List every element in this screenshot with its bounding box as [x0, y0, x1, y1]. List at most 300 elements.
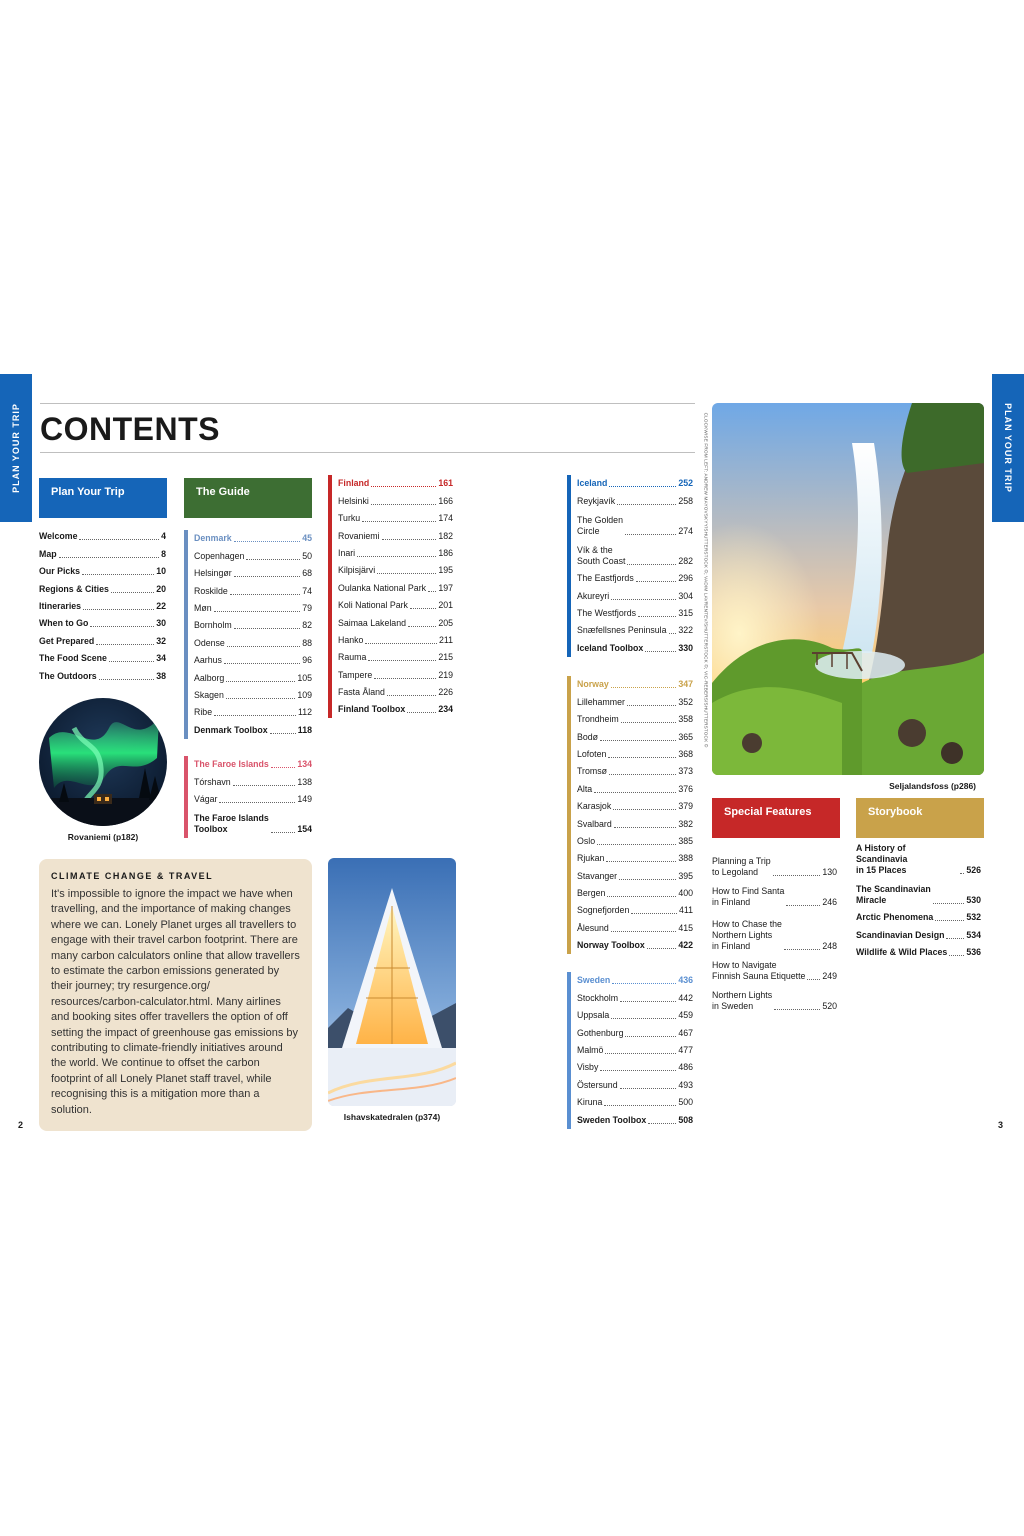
- toc-entry: [712, 851, 837, 881]
- toc-entry-page: 138: [297, 776, 312, 787]
- toc-leader-dots: [99, 679, 155, 680]
- toc-entry: [577, 919, 693, 936]
- toc-entry-label: Denmark Toolbox: [194, 724, 268, 735]
- toc-entry-page: 79: [302, 602, 312, 613]
- toc-entry-label: Tórshavn: [194, 776, 231, 787]
- toc-leader-dots: [620, 1088, 677, 1089]
- toc-entry: [39, 667, 166, 684]
- toc-entry-page: 8: [161, 548, 166, 559]
- toc-entry-label: Ålesund: [577, 922, 609, 933]
- photo-credit: [700, 412, 712, 748]
- toc-entry-label: Odense: [194, 637, 225, 648]
- toc-entry-page: 373: [678, 766, 693, 777]
- toc-leader-dots: [214, 611, 301, 612]
- toc-leader-dots: [617, 504, 676, 505]
- toc-entry: [194, 721, 312, 738]
- toc-entry-page: 304: [678, 590, 693, 601]
- toc-entry-page: 211: [438, 634, 453, 645]
- toc-entry-page: 536: [966, 947, 981, 958]
- toc-entry-label: Bodø: [577, 731, 599, 742]
- toc-entry-label: Lofoten: [577, 748, 607, 759]
- toc-leader-dots: [407, 712, 436, 713]
- toc-entry: [194, 600, 312, 617]
- toc-leader-dots: [374, 678, 436, 679]
- toc-entry-page: 508: [678, 1114, 693, 1125]
- toc-entry-label: Vágar: [194, 794, 218, 805]
- toc-entry-label: Our Picks: [39, 566, 81, 577]
- toc-entry-page: 22: [156, 600, 166, 611]
- toc-leader-dots: [614, 827, 677, 828]
- toc-entry-label: Fasta Åland: [338, 687, 385, 698]
- toc-entry-label: Stockholm: [577, 992, 619, 1003]
- toc-entry: [194, 530, 312, 547]
- side-tab-left-label: PLAN YOUR TRIP: [11, 403, 21, 493]
- toc-entry-label: Visby: [577, 1062, 599, 1073]
- toc-entry: [577, 763, 693, 780]
- toc-entry: [338, 597, 453, 614]
- toc-entry-page: 82: [302, 620, 312, 631]
- toc-entry-page: 205: [438, 617, 453, 628]
- toc-entry-label: Reykjavík: [577, 495, 616, 506]
- toc-entry-label: Sweden: [577, 975, 611, 986]
- toc-entry-page: 274: [678, 525, 693, 536]
- rovaniemi-caption: Rovaniemi (p182): [67, 832, 139, 842]
- toc-leader-dots: [214, 715, 296, 716]
- toc-entry: [577, 746, 693, 763]
- toc-entry-label: Aalborg: [194, 672, 225, 683]
- toc-entry-page: 161: [438, 478, 453, 489]
- toc-leader-dots: [608, 757, 676, 758]
- cathedral-illustration: [328, 858, 456, 1106]
- toc-leader-dots: [82, 574, 154, 575]
- toc-entry-label: Tampere: [338, 669, 373, 680]
- toc-entry-page: 96: [302, 655, 312, 666]
- toc-entry-label: The Golden Circle: [577, 514, 623, 536]
- toc-entry-label: Malmö: [577, 1044, 604, 1055]
- toc-entry: [338, 579, 453, 596]
- waterfall-illustration: [712, 403, 984, 775]
- toc-entry-label: Roskilde: [194, 585, 228, 596]
- toc-leader-dots: [604, 1105, 676, 1106]
- toc-entry: [577, 1024, 693, 1041]
- toc-leader-dots: [90, 626, 154, 627]
- toc-entry: [39, 528, 166, 545]
- toc-entry: [194, 773, 312, 790]
- toc-entry-label: Tromsø: [577, 766, 607, 777]
- toc-leader-dots: [619, 879, 676, 880]
- ishavskatedralen-caption: Ishavskatedralen (p374): [343, 1112, 441, 1122]
- toc-entry: [39, 598, 166, 615]
- toc-entry-page: 296: [678, 573, 693, 584]
- seljalandsfoss-photo: [712, 403, 984, 775]
- toc-leader-dots: [611, 687, 677, 688]
- toc-leader-dots: [371, 486, 436, 487]
- side-tab-left: [0, 374, 32, 522]
- toc-entry: [577, 833, 693, 850]
- toc-entry: [194, 669, 312, 686]
- toc-entry: [194, 582, 312, 599]
- toc-entry: [338, 632, 453, 649]
- toc-leader-dots: [246, 559, 300, 560]
- toc-entry: [577, 475, 693, 492]
- toc-entry: [39, 632, 166, 649]
- toc-entry: [194, 547, 312, 564]
- toc-entry-page: 166: [438, 495, 453, 506]
- ishavskatedralen-photo: [328, 858, 456, 1106]
- toc-entry-page: 20: [156, 583, 166, 594]
- toc-entry: [577, 510, 693, 540]
- toc-entry-page: 315: [678, 607, 693, 618]
- title-rule-bottom: [40, 452, 695, 453]
- toc-leader-dots: [234, 576, 301, 577]
- toc-entry-label: Iceland: [577, 478, 608, 489]
- toc-leader-dots: [609, 486, 676, 487]
- toc-entry: [577, 798, 693, 815]
- sweden-list: [567, 972, 693, 1129]
- toc-leader-dots: [230, 594, 300, 595]
- toc-entry-label: The Westfjords: [577, 607, 636, 618]
- toc-entry-label: The Faroe Islands: [194, 759, 269, 770]
- toc-entry-page: 258: [678, 495, 693, 506]
- toc-entry-label: The Scandinavian Miracle: [856, 884, 931, 905]
- toc-entry-label: A History of Scandinavia in 15 Places: [856, 843, 908, 875]
- aurora-illustration: [39, 698, 167, 826]
- toc-entry: [856, 879, 981, 909]
- toc-entry: [39, 650, 166, 667]
- toc-entry: [577, 1042, 693, 1059]
- toc-entry-label: Hanko: [338, 634, 364, 645]
- toc-entry-label: Akureyri: [577, 590, 610, 601]
- toc-entry: [577, 492, 693, 509]
- toc-entry: [577, 972, 693, 989]
- toc-entry-label: Wildlife & Wild Places: [856, 947, 948, 958]
- toc-entry-page: 500: [678, 1097, 693, 1108]
- toc-entry-label: Stavanger: [577, 870, 618, 881]
- storybook-list: [856, 843, 981, 961]
- toc-entry: [577, 1007, 693, 1024]
- toc-entry-page: 50: [302, 550, 312, 561]
- toc-entry-label: Welcome: [39, 531, 78, 542]
- toc-entry-label: Copenhagen: [194, 550, 245, 561]
- toc-entry: [577, 1059, 693, 1076]
- toc-entry-label: Rjukan: [577, 853, 605, 864]
- finland-list: [328, 475, 453, 718]
- norway-list: [567, 676, 693, 954]
- toc-entry-label: Kilpisjärvi: [338, 565, 376, 576]
- toc-entry: [712, 985, 837, 1015]
- toc-entry: [39, 580, 166, 597]
- toc-leader-dots: [627, 564, 676, 565]
- toc-leader-dots: [636, 581, 677, 582]
- toc-entry-label: Iceland Toolbox: [577, 642, 644, 653]
- page-number-left: 2: [18, 1120, 24, 1130]
- toc-leader-dots: [109, 661, 154, 662]
- toc-leader-dots: [638, 616, 676, 617]
- toc-entry-label: Lillehammer: [577, 696, 625, 707]
- toc-leader-dots: [773, 875, 821, 876]
- toc-entry-page: 38: [156, 670, 166, 681]
- toc-entry: [577, 676, 693, 693]
- toc-leader-dots: [946, 938, 964, 939]
- toc-entry: [39, 545, 166, 562]
- iceland-list: [567, 475, 693, 657]
- toc-leader-dots: [382, 539, 437, 540]
- toc-entry-page: 130: [822, 867, 837, 877]
- toc-leader-dots: [606, 861, 676, 862]
- toc-leader-dots: [59, 557, 159, 558]
- toc-leader-dots: [224, 663, 300, 664]
- toc-entry-label: Regions & Cities: [39, 583, 109, 594]
- toc-entry-page: 411: [678, 905, 693, 916]
- toc-entry-page: 118: [297, 724, 312, 735]
- toc-leader-dots: [271, 832, 296, 833]
- special-features-box: Special Features: [712, 798, 840, 838]
- toc-leader-dots: [96, 644, 154, 645]
- toc-entry-page: 322: [678, 625, 693, 636]
- toc-entry-page: 376: [678, 783, 693, 794]
- toc-entry-page: 249: [822, 971, 837, 981]
- toc-entry-label: How to Find Santa in Finland: [712, 886, 785, 907]
- toc-entry: [194, 756, 312, 773]
- toc-entry-page: 154: [297, 824, 312, 835]
- toc-entry: [194, 652, 312, 669]
- toc-entry-label: Oulanka National Park: [338, 582, 427, 593]
- toc-entry-label: Oslo: [577, 835, 596, 846]
- toc-entry: [338, 562, 453, 579]
- toc-leader-dots: [648, 1123, 676, 1124]
- toc-entry-page: 422: [678, 940, 693, 951]
- toc-entry-page: 395: [678, 870, 693, 881]
- toc-entry-page: 88: [302, 637, 312, 648]
- toc-entry-label: Helsinki: [338, 495, 369, 506]
- toc-leader-dots: [227, 646, 300, 647]
- toc-entry-label: Skagen: [194, 689, 224, 700]
- toc-leader-dots: [620, 1001, 676, 1002]
- toc-entry-label: Sognefjorden: [577, 905, 630, 916]
- toc-leader-dots: [594, 792, 676, 793]
- toc-leader-dots: [83, 609, 154, 610]
- toc-entry: [577, 937, 693, 954]
- toc-entry-label: The Food Scene: [39, 653, 107, 664]
- toc-leader-dots: [271, 767, 296, 768]
- toc-entry: [712, 881, 837, 911]
- toc-entry-page: 252: [678, 478, 693, 489]
- toc-leader-dots: [357, 556, 436, 557]
- toc-entry-page: 246: [822, 897, 837, 907]
- toc-entry: [194, 687, 312, 704]
- toc-entry: [577, 902, 693, 919]
- toc-leader-dots: [669, 633, 677, 634]
- toc-entry-page: 149: [297, 794, 312, 805]
- toc-entry-page: 234: [438, 704, 453, 715]
- toc-leader-dots: [647, 948, 677, 949]
- toc-entry-page: 174: [438, 513, 453, 524]
- toc-entry: [577, 605, 693, 622]
- toc-entry: [577, 885, 693, 902]
- toc-leader-dots: [611, 1018, 676, 1019]
- toc-entry-page: 415: [678, 922, 693, 933]
- toc-leader-dots: [613, 809, 676, 810]
- toc-entry-page: 4: [161, 531, 166, 542]
- toc-entry: [577, 570, 693, 587]
- toc-entry: [577, 693, 693, 710]
- toc-leader-dots: [600, 1070, 676, 1071]
- special-features-list: [712, 851, 837, 1015]
- toc-entry-page: 400: [678, 888, 693, 899]
- toc-entry-page: 112: [297, 707, 312, 718]
- toc-entry-page: 248: [822, 941, 837, 951]
- toc-entry: [338, 510, 453, 527]
- toc-entry-label: Arctic Phenomena: [856, 912, 934, 923]
- toc-entry-label: Alta: [577, 783, 593, 794]
- toc-leader-dots: [605, 1053, 676, 1054]
- toc-entry-page: 74: [302, 585, 312, 596]
- climate-change-box: [39, 859, 312, 1131]
- toc-entry-label: The Eastfjords: [577, 573, 634, 584]
- toc-entry-page: 282: [678, 555, 693, 566]
- toc-leader-dots: [612, 983, 676, 984]
- toc-entry-label: Scandinavian Design: [856, 929, 945, 940]
- toc-entry-page: 197: [438, 582, 453, 593]
- faroe-islands-list: [184, 756, 312, 838]
- toc-entry: [577, 587, 693, 604]
- toc-entry-page: 215: [438, 652, 453, 663]
- toc-leader-dots: [600, 740, 676, 741]
- rovaniemi-photo: [39, 698, 167, 826]
- toc-entry-page: 530: [966, 895, 981, 905]
- toc-leader-dots: [387, 695, 436, 696]
- denmark-list: [184, 530, 312, 739]
- toc-leader-dots: [377, 573, 436, 574]
- toc-leader-dots: [807, 979, 820, 980]
- toc-entry: [194, 791, 312, 808]
- toc-entry: [577, 540, 693, 570]
- toc-entry-page: 182: [438, 530, 453, 541]
- toc-leader-dots: [428, 591, 436, 592]
- toc-entry-label: Kiruna: [577, 1097, 603, 1108]
- toc-entry-page: 219: [438, 669, 453, 680]
- the-guide-box: The Guide: [184, 478, 312, 518]
- toc-entry-page: 109: [297, 689, 312, 700]
- toc-leader-dots: [234, 628, 301, 629]
- toc-entry-page: 477: [678, 1044, 693, 1055]
- toc-leader-dots: [621, 722, 677, 723]
- toc-entry: [577, 1094, 693, 1111]
- toc-entry-label: Ribe: [194, 707, 213, 718]
- toc-leader-dots: [79, 539, 159, 540]
- toc-leader-dots: [234, 541, 301, 542]
- toc-leader-dots: [111, 592, 154, 593]
- toc-leader-dots: [362, 521, 436, 522]
- toc-entry: [577, 780, 693, 797]
- toc-entry-label: Östersund: [577, 1079, 618, 1090]
- toc-leader-dots: [597, 844, 676, 845]
- toc-leader-dots: [786, 905, 820, 906]
- toc-entry-page: 532: [966, 912, 981, 923]
- toc-leader-dots: [645, 651, 676, 652]
- toc-entry: [577, 639, 693, 656]
- toc-leader-dots: [371, 504, 437, 505]
- toc-entry: [712, 911, 837, 955]
- toc-entry-label: Karasjok: [577, 801, 612, 812]
- toc-entry-label: Denmark: [194, 533, 232, 544]
- toc-entry-label: Finland: [338, 478, 370, 489]
- toc-entry-page: 347: [678, 679, 693, 690]
- toc-entry-page: 385: [678, 835, 693, 846]
- toc-leader-dots: [625, 1036, 676, 1037]
- toc-entry-label: Møn: [194, 602, 212, 613]
- toc-entry: [338, 666, 453, 683]
- toc-leader-dots: [368, 660, 436, 661]
- toc-entry-page: 388: [678, 853, 693, 864]
- storybook-box: Storybook: [856, 798, 984, 838]
- toc-entry: [194, 617, 312, 634]
- toc-entry-page: 493: [678, 1079, 693, 1090]
- seljalandsfoss-caption: Seljalandsfoss (p286): [889, 781, 976, 791]
- toc-entry: [577, 622, 693, 639]
- toc-entry-page: 459: [678, 1010, 693, 1021]
- toc-entry-page: 45: [302, 533, 312, 544]
- toc-entry-label: Bornholm: [194, 620, 232, 631]
- toc-leader-dots: [226, 698, 295, 699]
- toc-entry-label: Gothenburg: [577, 1027, 624, 1038]
- toc-entry-page: 195: [438, 565, 453, 576]
- toc-entry-label: Aarhus: [194, 655, 222, 666]
- toc-entry: [577, 728, 693, 745]
- toc-leader-dots: [627, 705, 676, 706]
- toc-entry: [338, 684, 453, 701]
- toc-entry-label: Svalbard: [577, 818, 612, 829]
- toc-entry-page: 10: [156, 566, 166, 577]
- toc-entry: [577, 850, 693, 867]
- toc-entry: [856, 944, 981, 961]
- photo-credit-text: CLOCKWISE FROM LEFT: ANDREW MAYOVSKYY/SHUTTERSTOCK ©; VADIM LAVRENTEV/SHUTTERSTOCK ©; VIC-REBERS/SHUTTERSTOCK ©: [703, 412, 709, 748]
- toc-entry-label: Planning a Trip to Legoland: [712, 856, 771, 877]
- toc-entry: [194, 704, 312, 721]
- toc-leader-dots: [625, 534, 676, 535]
- toc-entry-label: The Outdoors: [39, 670, 97, 681]
- toc-entry-page: 382: [678, 818, 693, 829]
- toc-entry-page: 68: [302, 568, 312, 579]
- side-tab-right-label: PLAN YOUR TRIP: [1003, 403, 1013, 493]
- toc-leader-dots: [219, 802, 295, 803]
- toc-entry-page: 358: [678, 714, 693, 725]
- toc-entry-label: How to Navigate Finnish Sauna Etiquette: [712, 960, 806, 981]
- toc-leader-dots: [949, 955, 964, 956]
- toc-entry-label: Itineraries: [39, 600, 82, 611]
- toc-entry-label: Norway Toolbox: [577, 940, 645, 951]
- toc-leader-dots: [365, 643, 437, 644]
- toc-entry: [856, 843, 981, 879]
- toc-entry: [338, 527, 453, 544]
- plan-your-trip-list: [39, 528, 166, 685]
- climate-heading: CLIMATE CHANGE & TRAVEL: [51, 871, 214, 881]
- toc-entry-label: Rauma: [338, 652, 367, 663]
- toc-entry: [338, 492, 453, 509]
- toc-leader-dots: [609, 774, 676, 775]
- toc-entry: [577, 1076, 693, 1093]
- toc-entry-label: Vík & the South Coast: [577, 544, 626, 566]
- toc-entry: [39, 615, 166, 632]
- toc-leader-dots: [960, 873, 964, 874]
- climate-body: It's impossible to ignore the impact we have when travelling, and the importance of making changes where we can. Lonely Planet urges all travellers to engage with their travel carbon footprint. There are many carbon calculators online that allow travellers to estimate the carbon emissions generated by their journey; try resurgence.org/ resources/carbon-calculator.html. Many airlines and booking sites offer travellers the option of off setting the impact of greenhouse gas emissions by contributing to climate-friendly initiatives around the world. We continue to offset the carbon footprint of all Lonely Planet staff travel, while recognising this is a mitigation more than a solution.: [51, 888, 300, 1116]
- toc-entry: [856, 926, 981, 943]
- toc-entry-label: The Faroe Islands Toolbox: [194, 813, 269, 835]
- toc-entry-page: 442: [678, 992, 693, 1003]
- toc-leader-dots: [270, 733, 296, 734]
- toc-entry-page: 134: [297, 759, 312, 770]
- toc-entry: [856, 909, 981, 926]
